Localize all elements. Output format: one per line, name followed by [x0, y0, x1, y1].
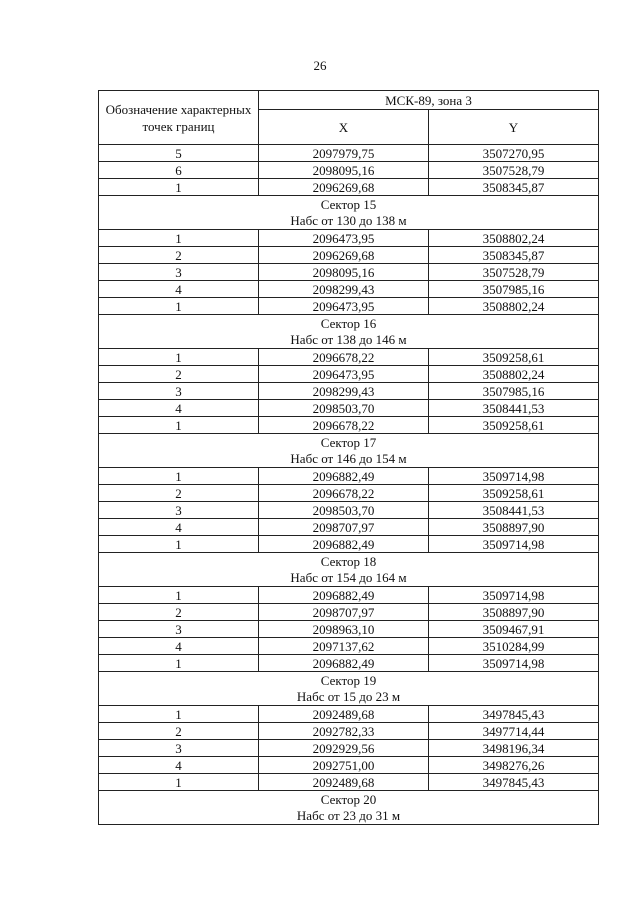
y-coordinate-cell: 3508441,53	[429, 502, 599, 519]
table-row	[99, 264, 599, 281]
x-coordinate-cell: 2096269,68	[259, 247, 429, 264]
y-coordinate-cell: 3509714,98	[429, 468, 599, 485]
point-number-cell: 2	[99, 723, 259, 740]
point-number-cell: 2	[99, 604, 259, 621]
sector-cell	[99, 791, 599, 825]
sector-cell	[99, 672, 599, 706]
table-row	[99, 349, 599, 366]
y-coordinate-cell: 3497714,44	[429, 723, 599, 740]
y-coordinate-cell: 3508897,90	[429, 519, 599, 536]
x-coordinate-cell: 2096678,22	[259, 349, 429, 366]
x-coordinate-cell: 2098299,43	[259, 281, 429, 298]
point-number-cell: 3	[99, 383, 259, 400]
table-row	[99, 366, 599, 383]
x-coordinate-cell: 2096882,49	[259, 587, 429, 604]
point-number-cell: 3	[99, 740, 259, 757]
point-number-cell: 3	[99, 502, 259, 519]
point-number-cell: 3	[99, 621, 259, 638]
sector-height-range: Набс от 15 до 23 м	[296, 688, 401, 704]
x-coordinate-cell: 2098707,97	[259, 519, 429, 536]
sector-height-range: Набс от 130 до 138 м	[290, 212, 407, 228]
x-coordinate-cell: 2096882,49	[259, 468, 429, 485]
y-coordinate-cell: 3508802,24	[429, 230, 599, 247]
y-coordinate-cell: 3509467,91	[429, 621, 599, 638]
table-row	[99, 281, 599, 298]
y-coordinate-cell: 3507985,16	[429, 383, 599, 400]
y-coordinate-cell: 3508802,24	[429, 298, 599, 315]
x-coordinate-cell: 2098095,16	[259, 162, 429, 179]
table-header-row	[99, 91, 599, 110]
y-coordinate-cell: 3509714,98	[429, 536, 599, 553]
x-coordinate-cell: 2098503,70	[259, 400, 429, 417]
point-number-cell: 1	[99, 417, 259, 434]
sector-title: Сектор 20	[320, 791, 377, 807]
page-number: 26	[313, 58, 327, 73]
x-coordinate-cell: 2098707,97	[259, 604, 429, 621]
x-coordinate-cell: 2096473,95	[259, 230, 429, 247]
table-row	[99, 587, 599, 604]
table-row	[99, 417, 599, 434]
point-number-cell: 1	[99, 706, 259, 723]
header-coordinate-system: МСК-89, зона 3	[259, 91, 599, 110]
y-coordinate-cell: 3498196,34	[429, 740, 599, 757]
x-coordinate-cell: 2092929,56	[259, 740, 429, 757]
table-body	[99, 145, 599, 825]
table-row	[99, 536, 599, 553]
point-number-cell: 5	[99, 145, 259, 162]
y-coordinate-cell: 3509714,98	[429, 655, 599, 672]
y-coordinate-cell: 3497845,43	[429, 774, 599, 791]
y-coordinate-cell: 3509258,61	[429, 349, 599, 366]
table-row	[99, 485, 599, 502]
sector-height-range: Набс от 154 до 164 м	[290, 569, 407, 585]
table-row	[99, 502, 599, 519]
point-number-cell: 1	[99, 298, 259, 315]
sector-cell	[99, 434, 599, 468]
y-coordinate-cell: 3507528,79	[429, 264, 599, 281]
x-coordinate-cell: 2092489,68	[259, 706, 429, 723]
y-coordinate-cell: 3510284,99	[429, 638, 599, 655]
sector-height-range: Набс от 138 до 146 м	[290, 331, 407, 347]
table-row	[99, 774, 599, 791]
x-coordinate-cell: 2098299,43	[259, 383, 429, 400]
point-number-cell: 1	[99, 774, 259, 791]
table-row	[99, 638, 599, 655]
sector-title: Сектор 18	[320, 553, 377, 569]
x-coordinate-cell: 2098095,16	[259, 264, 429, 281]
point-number-cell: 1	[99, 230, 259, 247]
x-coordinate-cell: 2098963,10	[259, 621, 429, 638]
table-row	[99, 162, 599, 179]
y-coordinate-cell: 3508802,24	[429, 366, 599, 383]
x-coordinate-cell: 2097137,62	[259, 638, 429, 655]
sector-row	[99, 196, 599, 230]
point-number-cell: 1	[99, 468, 259, 485]
y-coordinate-cell: 3509258,61	[429, 485, 599, 502]
table-row	[99, 740, 599, 757]
table-row	[99, 655, 599, 672]
point-number-cell: 2	[99, 485, 259, 502]
table-row	[99, 247, 599, 264]
sector-cell	[99, 315, 599, 349]
x-coordinate-cell: 2098503,70	[259, 502, 429, 519]
point-number-cell: 4	[99, 638, 259, 655]
table-row	[99, 145, 599, 162]
sector-title: Сектор 17	[320, 434, 377, 450]
y-coordinate-cell: 3498276,26	[429, 757, 599, 774]
x-coordinate-cell: 2096473,95	[259, 366, 429, 383]
sector-row	[99, 315, 599, 349]
sector-cell	[99, 196, 599, 230]
point-number-cell: 6	[99, 162, 259, 179]
y-coordinate-cell: 3497845,43	[429, 706, 599, 723]
sector-title: Сектор 19	[320, 672, 377, 688]
header-y: Y	[429, 110, 599, 145]
x-coordinate-cell: 2092751,00	[259, 757, 429, 774]
point-number-cell: 4	[99, 400, 259, 417]
point-number-cell: 2	[99, 247, 259, 264]
point-number-cell: 1	[99, 179, 259, 196]
x-coordinate-cell: 2096678,22	[259, 485, 429, 502]
y-coordinate-cell: 3507270,95	[429, 145, 599, 162]
point-number-cell: 1	[99, 655, 259, 672]
y-coordinate-cell: 3509714,98	[429, 587, 599, 604]
coordinates-table	[98, 90, 599, 825]
table-row	[99, 230, 599, 247]
sector-title: Сектор 16	[320, 315, 377, 331]
sector-cell	[99, 553, 599, 587]
x-coordinate-cell: 2097979,75	[259, 145, 429, 162]
table-row	[99, 298, 599, 315]
y-coordinate-cell: 3507528,79	[429, 162, 599, 179]
point-number-cell: 1	[99, 349, 259, 366]
x-coordinate-cell: 2092782,33	[259, 723, 429, 740]
point-number-cell: 1	[99, 536, 259, 553]
x-coordinate-cell: 2096473,95	[259, 298, 429, 315]
table-row	[99, 179, 599, 196]
sector-height-range: Набс от 23 до 31 м	[296, 807, 401, 823]
table-row	[99, 757, 599, 774]
sector-height-range: Набс от 146 до 154 м	[290, 450, 407, 466]
table-row	[99, 468, 599, 485]
y-coordinate-cell: 3509258,61	[429, 417, 599, 434]
x-coordinate-cell: 2096882,49	[259, 655, 429, 672]
table-row	[99, 383, 599, 400]
point-number-cell: 4	[99, 757, 259, 774]
table-row	[99, 706, 599, 723]
sector-row	[99, 672, 599, 706]
x-coordinate-cell: 2096678,22	[259, 417, 429, 434]
x-coordinate-cell: 2096882,49	[259, 536, 429, 553]
point-number-cell: 1	[99, 587, 259, 604]
y-coordinate-cell: 3508345,87	[429, 179, 599, 196]
header-x: X	[259, 110, 429, 145]
y-coordinate-cell: 3508441,53	[429, 400, 599, 417]
sector-row	[99, 434, 599, 468]
x-coordinate-cell: 2096269,68	[259, 179, 429, 196]
sector-title: Сектор 15	[320, 196, 377, 212]
y-coordinate-cell: 3508345,87	[429, 247, 599, 264]
point-number-cell: 4	[99, 281, 259, 298]
point-number-cell: 3	[99, 264, 259, 281]
point-number-cell: 4	[99, 519, 259, 536]
header-point-designation: Обозначение характерных точек границ	[99, 91, 259, 145]
table-row	[99, 519, 599, 536]
table-row	[99, 400, 599, 417]
y-coordinate-cell: 3508897,90	[429, 604, 599, 621]
sector-row	[99, 791, 599, 825]
table-row	[99, 723, 599, 740]
point-number-cell: 2	[99, 366, 259, 383]
table-row	[99, 604, 599, 621]
table-row	[99, 621, 599, 638]
sector-row	[99, 553, 599, 587]
x-coordinate-cell: 2092489,68	[259, 774, 429, 791]
y-coordinate-cell: 3507985,16	[429, 281, 599, 298]
